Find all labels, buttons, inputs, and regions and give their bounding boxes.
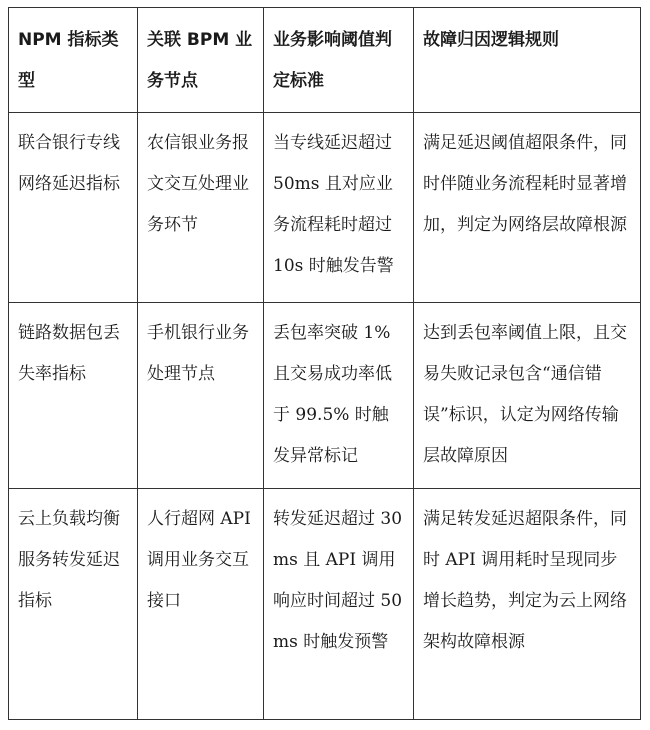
cell-text: 联合银行专线网络延迟指标 xyxy=(18,133,120,194)
cell-impact-threshold xyxy=(264,489,414,720)
header-impact-threshold xyxy=(264,8,414,113)
cell-text: 云上负载均衡服务转发延迟指标 xyxy=(18,509,120,611)
cell-text: 手机银行业务处理节点 xyxy=(147,323,249,384)
cell-text: 达到丢包率阈值上限，且交易失败记录包含“通信错误”标识，认定为网络传输层故障原因 xyxy=(423,323,627,466)
header-npm-metric-type xyxy=(9,8,138,113)
header-label: 故障归因逻辑规则 xyxy=(423,30,559,50)
cell-bpm-node xyxy=(138,303,264,489)
table-row xyxy=(9,113,641,303)
header-label: NPM 指标类型 xyxy=(18,30,119,91)
cell-npm-metric-type xyxy=(9,113,138,303)
npm-bpm-mapping-table xyxy=(8,7,641,720)
table-header-row xyxy=(9,8,641,113)
table-row xyxy=(9,489,641,720)
header-label: 关联 BPM 业务节点 xyxy=(147,30,253,91)
cell-attribution-rule xyxy=(414,489,641,720)
cell-text: 转发延迟超过 30ms 且 API 调用响应时间超过 50ms 时触发预警 xyxy=(273,509,403,652)
cell-impact-threshold xyxy=(264,113,414,303)
cell-bpm-node xyxy=(138,113,264,303)
cell-text: 农信银业务报文交互处理业务环节 xyxy=(147,133,249,235)
cell-bpm-node xyxy=(138,489,264,720)
cell-impact-threshold xyxy=(264,303,414,489)
cell-text: 当专线延迟超过 50ms 且对应业务流程耗时超过 10s 时触发告警 xyxy=(273,133,394,276)
header-bpm-node xyxy=(138,8,264,113)
table-row xyxy=(9,303,641,489)
header-label: 业务影响阈值判定标准 xyxy=(273,30,392,91)
cell-text: 链路数据包丢失率指标 xyxy=(18,323,120,384)
cell-npm-metric-type xyxy=(9,489,138,720)
cell-text: 满足转发延迟超限条件，同时 API 调用耗时呈现同步增长趋势，判定为云上网络架构故障根源 xyxy=(423,509,627,652)
cell-text: 丢包率突破 1% 且交易成功率低于 99.5% 时触发异常标记 xyxy=(273,323,392,466)
cell-text: 人行超网 API 调用业务交互接口 xyxy=(147,509,251,611)
cell-attribution-rule xyxy=(414,113,641,303)
cell-text: 满足延迟阈值超限条件，同时伴随业务流程耗时显著增加，判定为网络层故障根源 xyxy=(423,133,627,235)
header-attribution-rule xyxy=(414,8,641,113)
cell-attribution-rule xyxy=(414,303,641,489)
cell-npm-metric-type xyxy=(9,303,138,489)
